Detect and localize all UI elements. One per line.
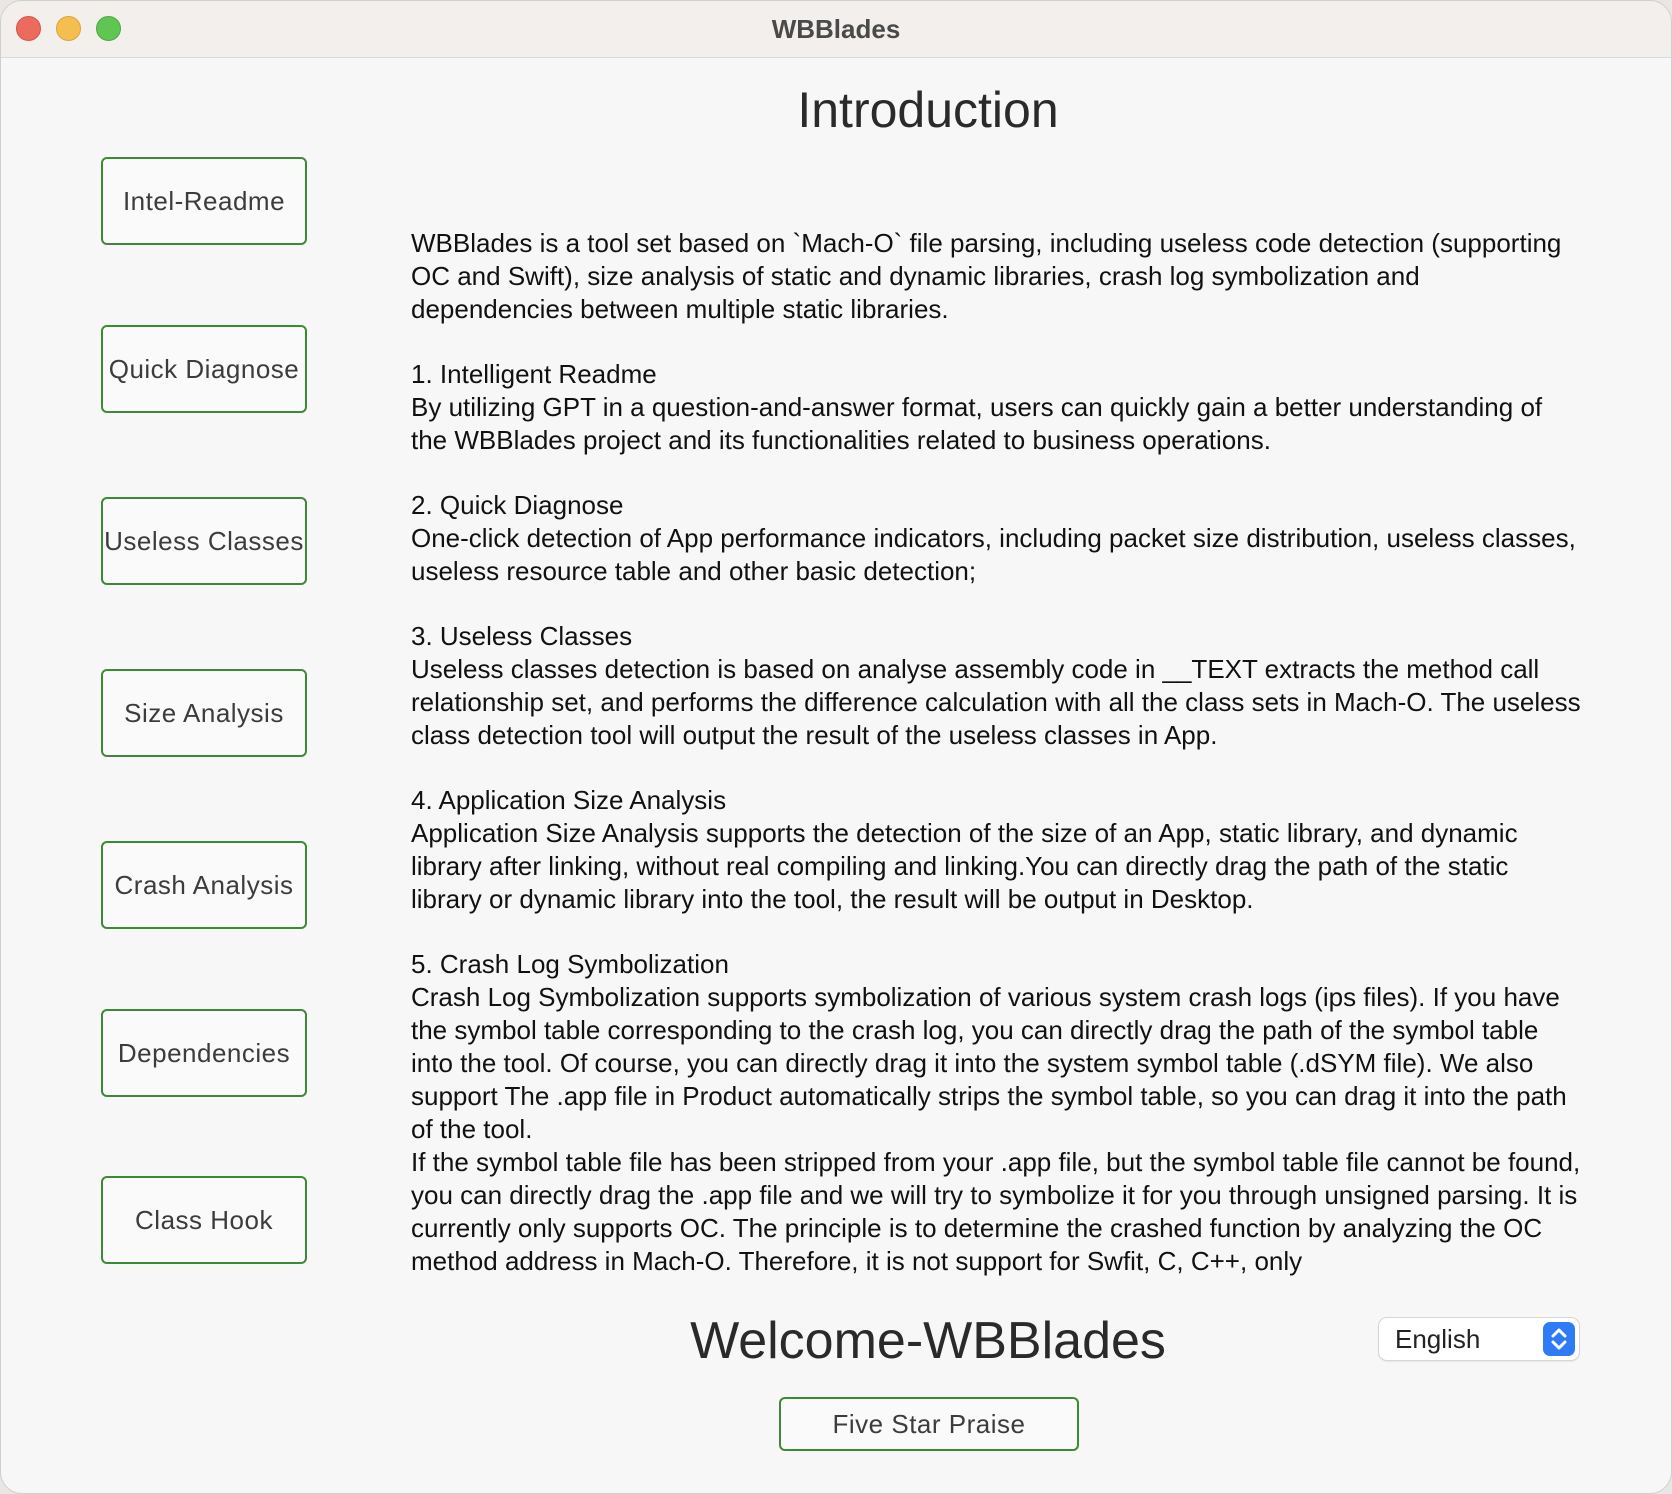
useless-classes-button[interactable]: Useless Classes [101,497,307,585]
section-body: By utilizing GPT in a question-and-answer format, users can quickly gain a better understanding of the WBBlades project and its functionalities related to business operations. [411,392,1543,455]
language-select[interactable] [1379,1318,1579,1360]
intel-readme-button[interactable]: Intel-Readme [101,157,307,245]
dependencies-button[interactable]: Dependencies [101,1009,307,1097]
section-body: Application Size Analysis supports the detection of the size of an App, static library, and dynamic library after linking, without real compiling and linking.You can directly drag the path of the static library or dynamic library into the tool, the result will be output in Desktop. [411,818,1518,914]
quick-diagnose-button[interactable]: Quick Diagnose [101,325,307,413]
welcome-heading: Welcome-WBBlades [690,1312,1166,1370]
section-useless-classes [411,620,1583,752]
language-select-value: English [1395,1324,1481,1354]
class-hook-button[interactable]: Class Hook [101,1176,307,1264]
section-quick-diagnose [411,489,1583,588]
section-heading: 1. Intelligent Readme [411,359,657,389]
introduction-text-view[interactable] [411,227,1583,1289]
crash-analysis-button[interactable]: Crash Analysis [101,841,307,929]
window-title: WBBlades [771,14,901,44]
intro-paragraph: WBBlades is a tool set based on `Mach-O` file parsing, including useless code detection (supporting OC and Swift), size analysis of static and dynamic libraries, crash log symbolization and dependencies between multiple static libraries. [411,228,1562,324]
chevron-up-down-icon [1543,1322,1575,1356]
section-heading: 2. Quick Diagnose [411,490,624,520]
section-intelligent-readme [411,358,1583,457]
section-heading: 3. Useless Classes [411,621,633,651]
section-body: Useless classes detection is based on analyse assembly code in __TEXT extracts the method call relationship set, and performs the difference calculation with all the class sets in Mach-O. The useless class detection tool will output the result of the useless classes in App. [411,654,1581,750]
intro-block [411,227,1583,326]
size-analysis-button[interactable]: Size Analysis [101,669,307,757]
section-heading: 4. Application Size Analysis [411,785,727,815]
title-bar [1,1,1671,58]
section-body: One-click detection of App performance indicators, including packet size distribution, useless classes, useless resource table and other basic detection; [411,523,1576,586]
section-heading: 5. Crash Log Symbolization [411,949,729,979]
five-star-praise-button[interactable]: Five Star Praise [779,1397,1079,1451]
section-size-analysis [411,784,1583,916]
page-title: Introduction [797,82,1059,138]
section-crash-log-symbolization [411,948,1583,1278]
section-body: Crash Log Symbolization supports symbolization of various system crash logs (ips files). If you have the symbol table corresponding to the crash log, you can directly drag the path of the symbol table into the tool. Of course, you can directly drag it into the system symbol table (.dSYM file). We also support The .app file in Product automatically strips the symbol table, so you can drag it into the path of the tool. If the symbol table file has been stripped from your .app file, but the symbol table file cannot be found, you can directly drag the .app file and we will try to symbolize it for you through unsigned parsing. It is currently only supports OC. The principle is to determine the crashed function by analyzing the OC method address in Mach-O. Therefore, it is not support for Swfit, C, C++, only [411,982,1581,1276]
